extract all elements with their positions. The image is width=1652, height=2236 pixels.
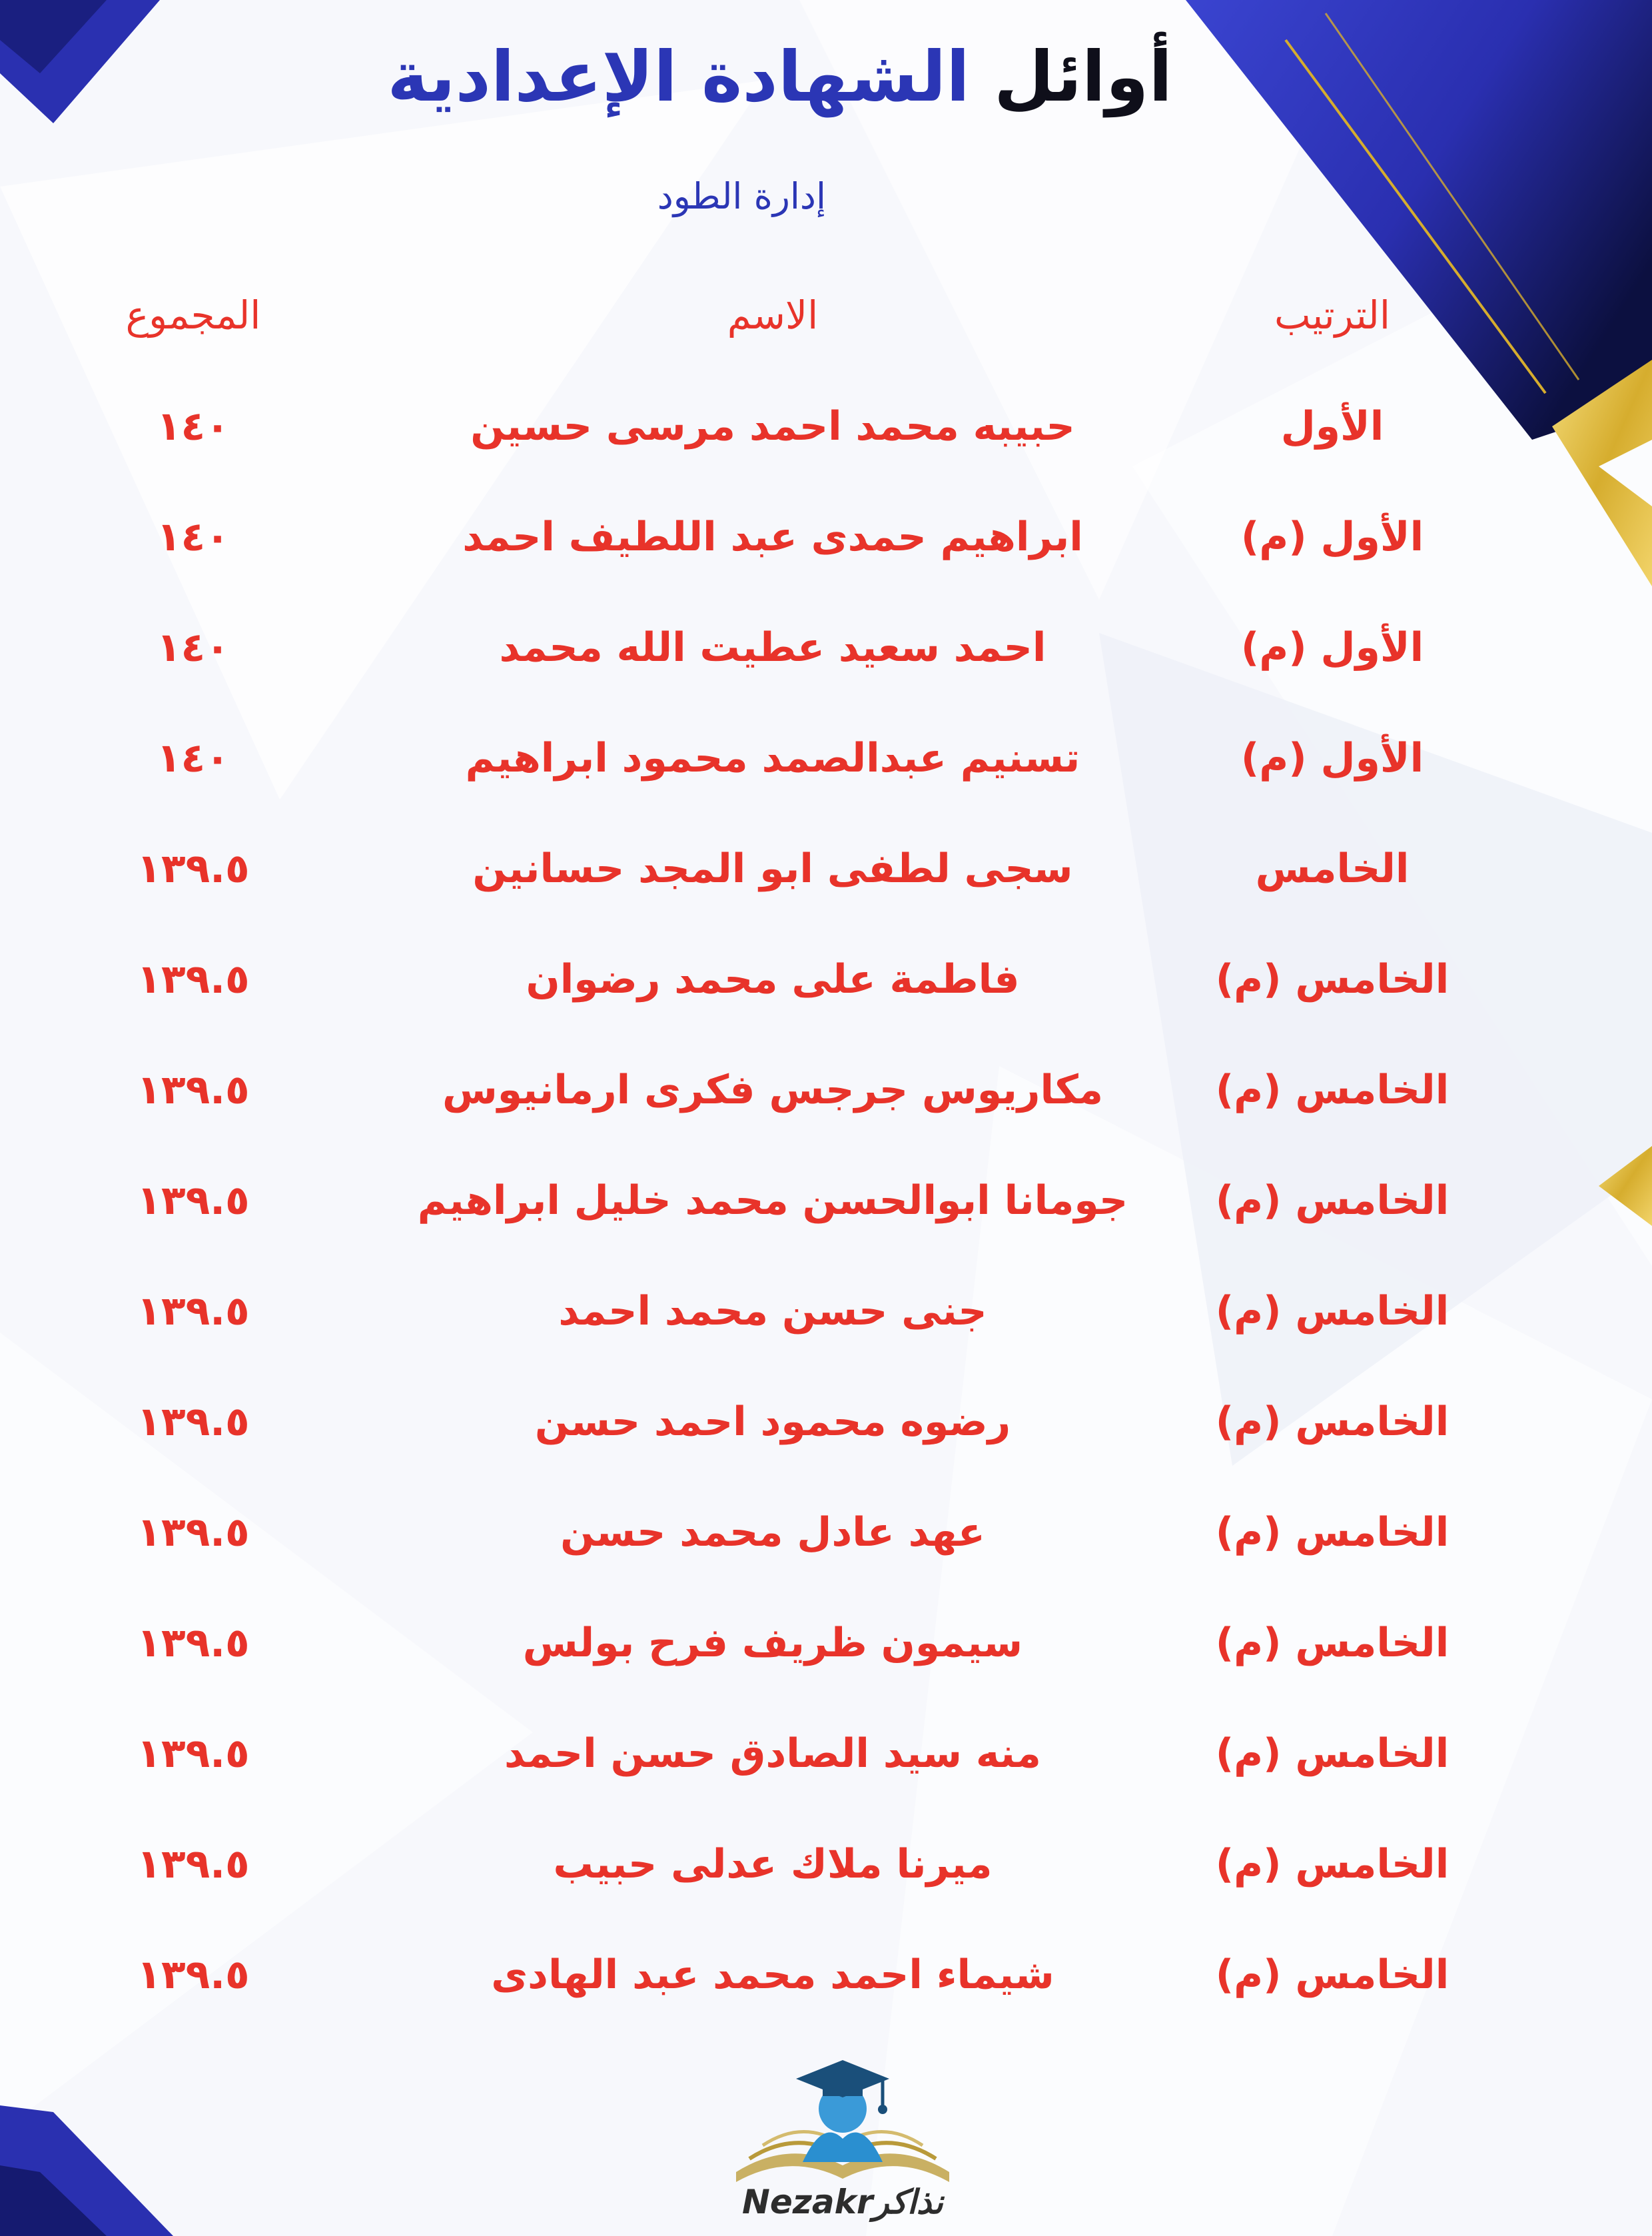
row-14-total: ١٣٩.٥	[137, 1841, 250, 1888]
row-9-name: جنى حسن محمد احمد	[558, 1288, 987, 1335]
page-title	[373, 27, 1172, 127]
row-3-total: ١٤٠	[157, 624, 230, 671]
row-3-rank: الأول (م)	[1240, 624, 1424, 671]
row-15-name: شيماء احمد محمد عبد الهادى	[491, 1952, 1054, 1998]
row-3-name: احمد سعيد عطيت الله محمد	[499, 624, 1046, 671]
row-12-total: ١٣٩.٥	[137, 1620, 250, 1666]
row-4-rank: الأول (م)	[1240, 735, 1424, 782]
column-header-total: المجموع	[125, 292, 261, 338]
row-9-rank: الخامس (م)	[1215, 1288, 1449, 1335]
row-4-total: ١٤٠	[157, 735, 230, 782]
row-13-total: ١٣٩.٥	[137, 1730, 250, 1777]
row-9-total: ١٣٩.٥	[137, 1288, 250, 1335]
row-11-rank: الخامس (م)	[1215, 1509, 1449, 1556]
row-7-name: مكاريوس جرجس فكرى ارمانيوس	[442, 1067, 1104, 1113]
title-word-1: أوائل	[994, 36, 1172, 117]
row-5-name: سجى لطفى ابو المجد حسانين	[472, 845, 1073, 892]
column-header-rank: الترتيب	[1274, 292, 1390, 338]
row-10-total: ١٣٩.٥	[137, 1398, 250, 1445]
row-15-rank: الخامس (م)	[1215, 1952, 1449, 1998]
row-6-rank: الخامس (م)	[1215, 956, 1449, 1003]
row-1-name: حبيبه محمد احمد مرسى حسين	[470, 403, 1075, 450]
row-6-total: ١٣٩.٥	[137, 956, 250, 1003]
row-7-total: ١٣٩.٥	[137, 1067, 250, 1113]
row-8-name: جومانا ابوالحسن محمد خليل ابراهيم	[417, 1177, 1128, 1224]
row-10-name: رضوه محمود احمد حسن	[534, 1398, 1011, 1445]
row-14-name: ميرنا ملاك عدلى حبيب	[553, 1841, 993, 1888]
row-12-rank: الخامس (م)	[1215, 1620, 1449, 1666]
row-13-name: منه سيد الصادق حسن احمد	[504, 1730, 1041, 1777]
row-13-rank: الخامس (م)	[1215, 1730, 1449, 1777]
row-1-rank: الأول	[1280, 403, 1384, 450]
row-15-total: ١٣٩.٥	[137, 1952, 250, 1998]
row-5-total: ١٣٩.٥	[137, 845, 250, 892]
row-11-name: عهد عادل محمد حسن	[560, 1509, 985, 1556]
row-6-name: فاطمة على محمد رضوان	[526, 956, 1020, 1003]
row-8-total: ١٣٩.٥	[137, 1177, 250, 1224]
row-14-rank: الخامس (م)	[1215, 1841, 1449, 1888]
row-10-rank: الخامس (م)	[1215, 1398, 1449, 1445]
row-5-rank: الخامس	[1255, 845, 1410, 892]
row-1-total: ١٤٠	[157, 403, 230, 450]
administration-subtitle: إدارة الطود	[657, 175, 826, 217]
column-header-name: الاسم	[727, 292, 819, 338]
row-2-total: ١٤٠	[157, 514, 230, 560]
row-2-rank: الأول (م)	[1240, 514, 1424, 560]
row-11-total: ١٣٩.٥	[137, 1509, 250, 1556]
row-4-name: تسنيم عبدالصمد محمود ابراهيم	[465, 735, 1080, 782]
row-8-rank: الخامس (م)	[1215, 1177, 1449, 1224]
row-7-rank: الخامس (م)	[1215, 1067, 1449, 1113]
title-word-2: الشهادة الإعدادية	[387, 36, 970, 117]
row-12-name: سيمون ظريف فرح بولس	[522, 1620, 1023, 1666]
logo-text: Nezakrنذاكر	[742, 2183, 943, 2221]
row-2-name: ابراهيم حمدى عبد اللطيف احمد	[462, 514, 1083, 560]
